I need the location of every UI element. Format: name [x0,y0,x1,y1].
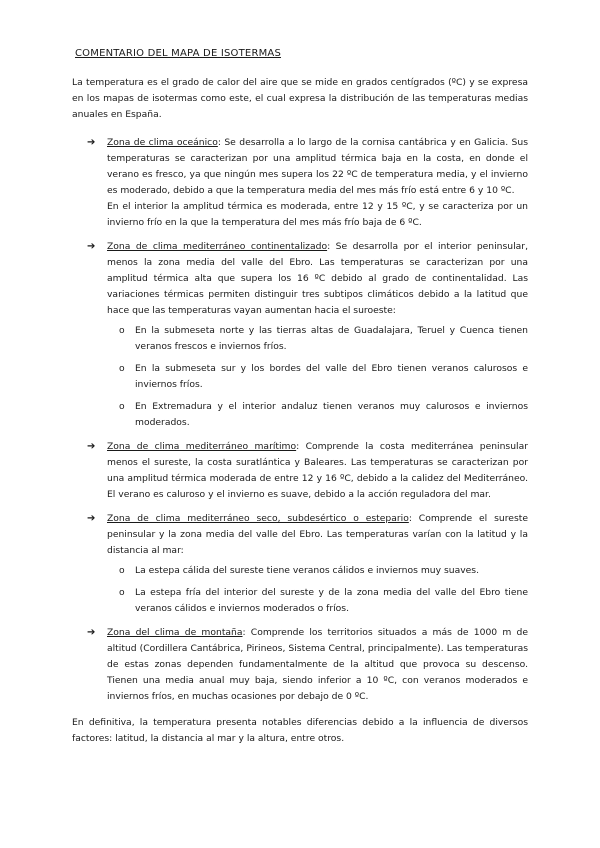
zone-description: : Se desarrolla a lo largo de la cornisa cantábrica y en Galicia. Sus temperaturas se caracterizan por una amplitud térmica baja en la costa, en donde el verano es fresco, ya que ningún mes supera los 22 ºC de temperatura media, y el invierno es moderado, debido a que la temperatura media del mes más frío está entre 6 y 10 ºC. [107,137,528,196]
arrow-icon: ➔ [87,441,96,452]
bullet-icon: o [119,325,125,336]
arrow-icon: ➔ [87,513,96,524]
subtype-list [107,323,528,431]
subtype-list [107,563,528,617]
zone-mediterranean-dry [87,511,528,617]
zone-name: Zona de clima mediterráneo seco, subdesértico o estepario [107,513,409,524]
zone-mediterranean-continental [87,239,528,431]
zone-oceanic-text [107,135,528,199]
conclusion-paragraph: En definitiva, la temperatura presenta notables diferencias debido a la influencia de diversos factores: latitud, la distancia al mar y la altura, entre otros. [72,717,528,744]
zone-description: : Se desarrolla por el interior peninsular, menos la zona media del valle del Ebro. Las temperaturas se caracterizan por una amplitud térmica alta que supera los 16 ºC debido al grado de continentalidad. Las variaciones térmicas permiten distinguir tres subtipos climáticos debido a la latitud que hace que las temperaturas vayan aumentan hacia el suroeste: [107,241,528,316]
list-item: o La estepa fría del interior del sureste y de la zona media del valle del Ebro tiene veranos cálidos e inviernos moderados o fríos. [119,587,528,614]
list-item: o En la submeseta sur y los bordes del valle del Ebro tienen veranos calurosos e inviernos fríos. [119,363,528,390]
zone-mediterranean-maritime-text [107,439,528,503]
document-title: COMENTARIO DEL MAPA DE ISOTERMAS [75,48,282,59]
bullet-icon: o [119,401,125,412]
bullet-icon: o [119,565,125,576]
zone-description: : Comprende el sureste peninsular y la zona media del valle del Ebro. Las temperaturas varían con la latitud y la distancia al mar: [107,513,528,556]
arrow-icon: ➔ [87,627,96,638]
arrow-icon: ➔ [87,137,96,148]
list-item: o La estepa cálida del sureste tiene veranos cálidos e inviernos muy suaves. [135,563,528,579]
bullet-icon: o [119,363,125,374]
bullet-icon: o [119,587,125,598]
zone-name: Zona de clima mediterráneo marítimo [107,441,297,452]
zone-mediterranean-maritime [87,439,528,503]
zone-mountain-text [107,625,528,705]
zone-name: Zona del clima de montaña [107,627,243,638]
arrow-icon: ➔ [87,241,96,252]
list-item: o En Extremadura y el interior andaluz tienen veranos muy calurosos e inviernos moderados. [119,401,528,428]
zone-extra: En el interior la amplitud térmica es moderada, entre 12 y 15 ºC, y se caracteriza por un invierno frío en la que la temperatura del mes más frío baja de 6 ºC. [107,201,528,228]
zone-name: Zona de clima oceánico [107,137,218,148]
intro-paragraph: La temperatura es el grado de calor del aire que se mide en grados centígrados (ºC) y se expresa en los mapas de isotermas como este, el cual expresa la distribución de las temperaturas medias anuales en España. [72,77,528,120]
zone-name: Zona de clima mediterráneo continentalizado [107,241,328,252]
zone-description: : Comprende la costa mediterránea peninsular menos el sureste, la costa suratlántica y Baleares. Las temperaturas se caracterizan por una amplitud térmica moderada de entre 12 y 16 ºC, debido a la calidez del Mediterráneo. El verano es caluroso y el invierno es suave, debido a la acción reguladora del mar. [107,441,528,500]
zone-mountain [87,625,528,705]
zone-description: : Comprende los territorios situados a más de 1000 m de altitud (Cordillera Cantábrica, Pirineos, Sistema Central, principalmente). Las temperaturas de estas zonas dependen fundamentalmente de la altitud que provoca su descenso. Tienen una media anual muy baja, siendo inferior a 10 ºC, con veranos moderados e inviernos fríos, en muchas ocasiones por debajo de 0 ºC. [107,627,528,702]
zone-oceanic [87,135,528,231]
list-item: o En la submeseta norte y las tierras altas de Guadalajara, Teruel y Cuenca tienen veranos frescos e inviernos fríos. [119,325,528,352]
zone-mediterranean-dry-text [107,511,528,559]
zone-mediterranean-continental-text [107,239,528,319]
